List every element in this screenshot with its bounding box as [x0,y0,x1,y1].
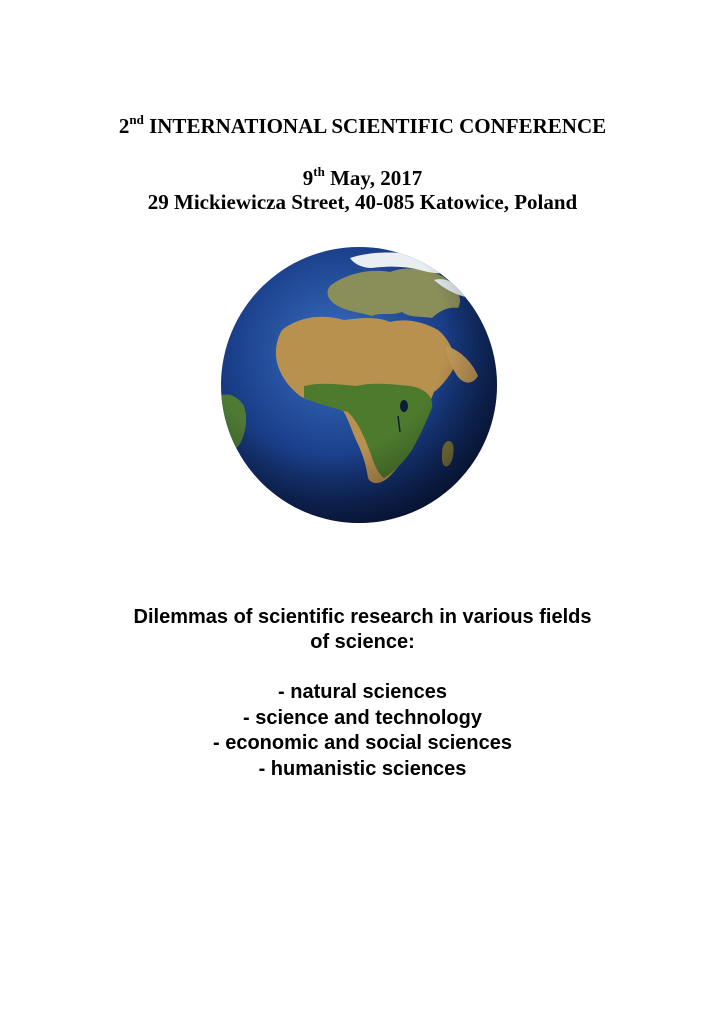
earth-globe-icon [220,246,498,524]
conference-title [0,114,725,138]
conference-date [0,166,725,190]
list-item: - science and technology [243,706,482,729]
conference-ordinal-number: 2 [118,114,130,138]
conference-address: 29 Mickiewicza Street, 40-085 Katowice, Poland [147,190,578,214]
conference-title-text: INTERNATIONAL SCIENTIFIC CONFERENCE [149,114,607,138]
conference-day-suffix: th [313,164,325,179]
science-fields-list [0,680,725,782]
topic-heading-line-1: Dilemmas of scientific research in various fields [133,606,592,628]
conference-day: 9 [302,166,314,190]
list-item: - natural sciences [278,681,447,703]
list-item: - economic and social sciences [212,732,512,754]
conference-month-year: May, 2017 [330,166,423,190]
list-item: - humanistic sciences [258,757,467,780]
conference-ordinal-suffix: nd [129,112,144,127]
topic-heading-line-2: of science: [310,631,415,653]
